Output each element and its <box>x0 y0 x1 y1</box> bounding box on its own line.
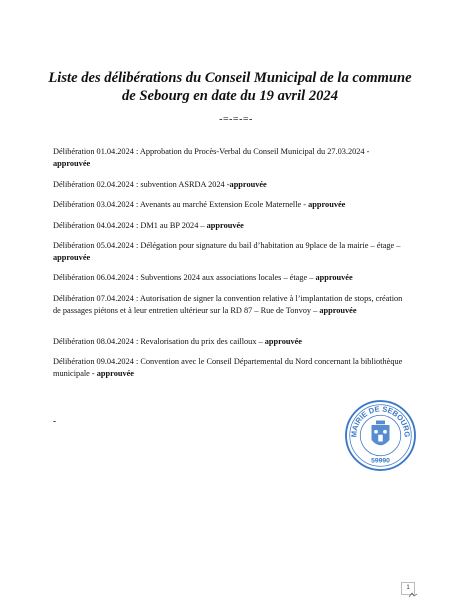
title-line-2: de Sebourg en date du 19 avril 2024 <box>121 88 339 104</box>
deliberation-status: approuvée <box>206 221 244 230</box>
deliberation-text: Avenants au marché Extension Ecole Maternelle - <box>138 200 309 209</box>
page-number: 1 <box>401 582 415 595</box>
deliberation-status: approuvée <box>96 368 134 378</box>
deliberation-item <box>53 356 403 379</box>
deliberation-text: Revalorisation du prix des cailloux – <box>138 337 265 346</box>
deliberation-ref: Délibération 03.04.2024 : <box>53 200 139 209</box>
title-separator: -=-=-=- <box>219 114 253 125</box>
deliberation-item <box>53 220 403 232</box>
deliberation-status: approuvée <box>229 180 267 189</box>
deliberation-ref: Délibération 09.04.2024 : <box>53 357 139 366</box>
deliberation-text: Subventions 2024 aux associations locales – étage – <box>138 273 316 282</box>
deliberation-item <box>53 179 403 191</box>
deliberation-text: Approbation du Procès-Verbal du Conseil Municipal du 27.03.2024 - <box>138 147 370 156</box>
deliberation-status: approuvée <box>53 158 91 168</box>
deliberation-ref: Délibération 04.04.2024 : <box>53 221 139 230</box>
stamp-text: MAIRIE DE SEBOURG <box>349 404 412 438</box>
deliberation-text: DM1 au BP 2024 – <box>138 221 207 230</box>
deliberation-status: approuvée <box>308 200 346 209</box>
deliberation-status: approuvée <box>319 305 357 315</box>
deliberation-ref: Délibération 01.04.2024 : <box>53 147 139 156</box>
initials-mark-icon <box>408 592 418 598</box>
deliberation-item <box>53 240 403 263</box>
deliberation-item <box>53 199 403 211</box>
stamp-postcode: 59990 <box>371 457 390 465</box>
closing-mark: - <box>53 416 56 426</box>
deliberation-ref: Délibération 05.04.2024 : <box>53 241 139 250</box>
deliberation-item <box>53 146 403 169</box>
title-line-1: Liste des délibérations du Conseil Municipal de la commune <box>48 70 412 86</box>
deliberation-status: approuvée <box>53 252 91 262</box>
deliberation-text: Convention avec le Conseil Départemental du Nord concernant la bibliothèque municipale - <box>53 357 403 378</box>
mairie-stamp <box>343 398 418 473</box>
deliberation-ref: Délibération 08.04.2024 : <box>53 337 139 346</box>
document-title <box>30 69 430 105</box>
deliberation-text: Délégation pour signature du bail d’habitation au 9place de la mairie – étage – <box>138 241 401 250</box>
deliberation-ref: Délibération 06.04.2024 : <box>53 273 139 282</box>
deliberation-text: subvention ASRDA 2024 - <box>138 180 230 189</box>
deliberation-item <box>53 293 403 316</box>
deliberation-text: Autorisation de signer la convention relative à l’implantation de stops, création de passages piétons et à leur entretien ultérieur sur la RD 87 – Rue de Tonvoy – <box>53 294 403 315</box>
deliberation-item <box>53 336 403 348</box>
coat-of-arms-icon <box>372 421 390 446</box>
deliberation-item <box>53 272 403 284</box>
deliberation-ref: Délibération 02.04.2024 : <box>53 180 139 189</box>
deliberation-ref: Délibération 07.04.2024 : <box>53 294 139 303</box>
deliberation-status: approuvée <box>315 273 353 282</box>
deliberation-status: approuvée <box>264 337 302 346</box>
